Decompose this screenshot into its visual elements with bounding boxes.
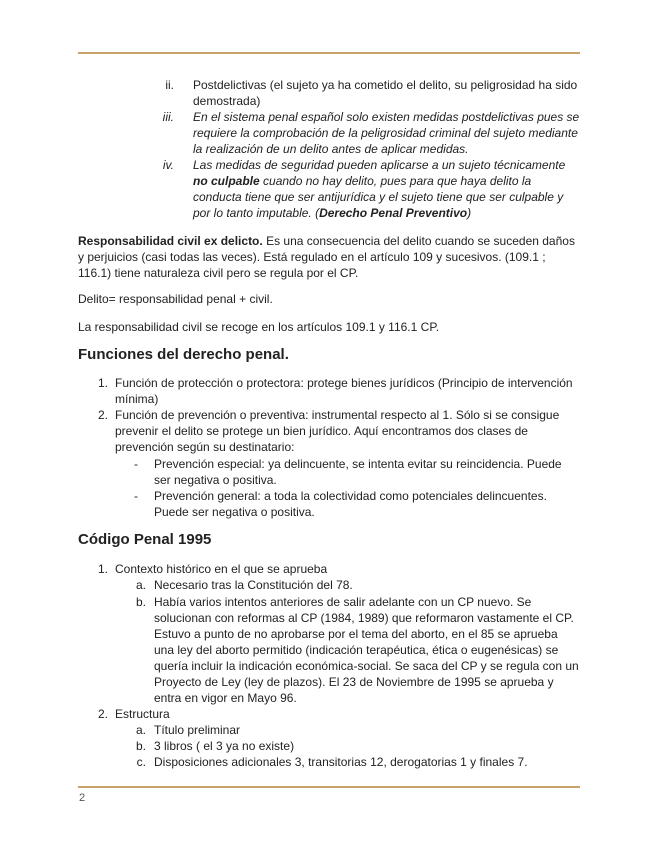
list-item: Función de protección o protectora: protege bienes jurídicos (Principio de intervención mínima): [115, 376, 573, 406]
list-marker: 1.: [97, 562, 108, 576]
emphasis-text: no culpable: [193, 174, 260, 188]
list-marker: 2.: [97, 408, 108, 422]
list-marker: b.: [135, 739, 146, 753]
list-marker: iii.: [162, 110, 174, 124]
list-item: Estructura: [115, 707, 170, 721]
list-marker: 2.: [97, 707, 108, 721]
list-item: Prevención general: a toda la colectividad como potenciales delincuentes. Puede ser negativa o positiva.: [154, 489, 547, 519]
list-item: Había varios intentos anteriores de salir adelante con un CP nuevo. Se solucionan con reformas al CP (1984, 1989) que reformaron vastamente el CP. Estuvo a punto de no aprobarse por el tema del aborto, en el 85 se aprueba una ley del aborto permitido (indicación terapéutica, ética o eugenésicas) se quería incluir la indicación económica-social. Se saca del CP y se regula con un Proyecto de Ley (ley de plazos). El 23 de Noviembre de 1995 se aprueba y entra en vigor en Mayo 96.: [154, 595, 579, 705]
list-marker: c.: [136, 755, 146, 769]
list-item: Función de prevención o preventiva: instrumental respecto al 1. Sólo si se consigue prevenir el delito se protege un bien jurídico. Aquí encontramos dos clases de prevención según su destinatario:: [115, 408, 560, 454]
paragraph-formula: Delito= responsabilidad penal + civil.: [78, 292, 273, 306]
list-marker: -: [134, 457, 138, 471]
list-item: [193, 157, 583, 221]
list-item-text: Las medidas de seguridad pueden aplicarse a un sujeto técnicamente: [193, 158, 566, 172]
list-item: Postdelictivas (el sujeto ya ha cometido el delito, su peligrosidad ha sido demostrada): [193, 78, 578, 108]
paragraph-lead: Responsabilidad civil ex delicto.: [78, 234, 263, 248]
list-item-text: ): [467, 206, 472, 220]
list-marker: 1.: [97, 376, 108, 390]
list-item: 3 libros ( el 3 ya no existe): [154, 739, 295, 753]
list-item: Necesario tras la Constitución del 78.: [154, 578, 353, 592]
list-marker: ii.: [165, 78, 174, 92]
list-item: Contexto histórico en el que se aprueba: [115, 562, 328, 576]
list-item: Título preliminar: [154, 723, 241, 737]
section-heading: Código Penal 1995: [78, 531, 212, 548]
section-heading: Funciones del derecho penal.: [78, 346, 289, 363]
list-item: Disposiciones adicionales 3, transitorias 12, derogatorias 1 y finales 7.: [154, 755, 528, 769]
header-rule: [78, 52, 580, 54]
page-number: 2: [79, 792, 86, 804]
list-marker: iv.: [162, 158, 174, 172]
list-marker: a.: [135, 578, 146, 592]
paragraph-text: Es una consecuencia del delito cuando se suceden daños y perjuicios (casi todas las veces). Está regulado en el artículo 109 y sucesivos. (109.1 ; 116.1) tiene naturaleza civil pero se regula por el CP.: [78, 234, 575, 280]
list-marker: -: [134, 489, 138, 503]
paragraph-responsabilidad-civil: [78, 233, 580, 281]
paragraph-articulos: La responsabilidad civil se recoge en los artículos 109.1 y 116.1 CP.: [78, 320, 440, 334]
emphasis-text: Derecho Penal Preventivo: [319, 206, 468, 220]
list-item: En el sistema penal español solo existen medidas postdelictivas pues se requiere la comprobación de la peligrosidad criminal del sujeto mediante la realización de un delito antes de aplicar medidas.: [193, 110, 580, 156]
list-item: Prevención especial: ya delincuente, se intenta evitar su reincidencia. Puede ser negativa o positiva.: [154, 457, 562, 487]
list-marker: b.: [135, 595, 146, 609]
list-marker: a.: [135, 723, 146, 737]
list-item-text: cuando no hay delito, pues para que haya delito la conducta tiene que ser antijurídica y el sujeto tiene que ser culpable y por lo tanto imputable. (: [193, 174, 564, 220]
footer-rule: [78, 786, 580, 788]
